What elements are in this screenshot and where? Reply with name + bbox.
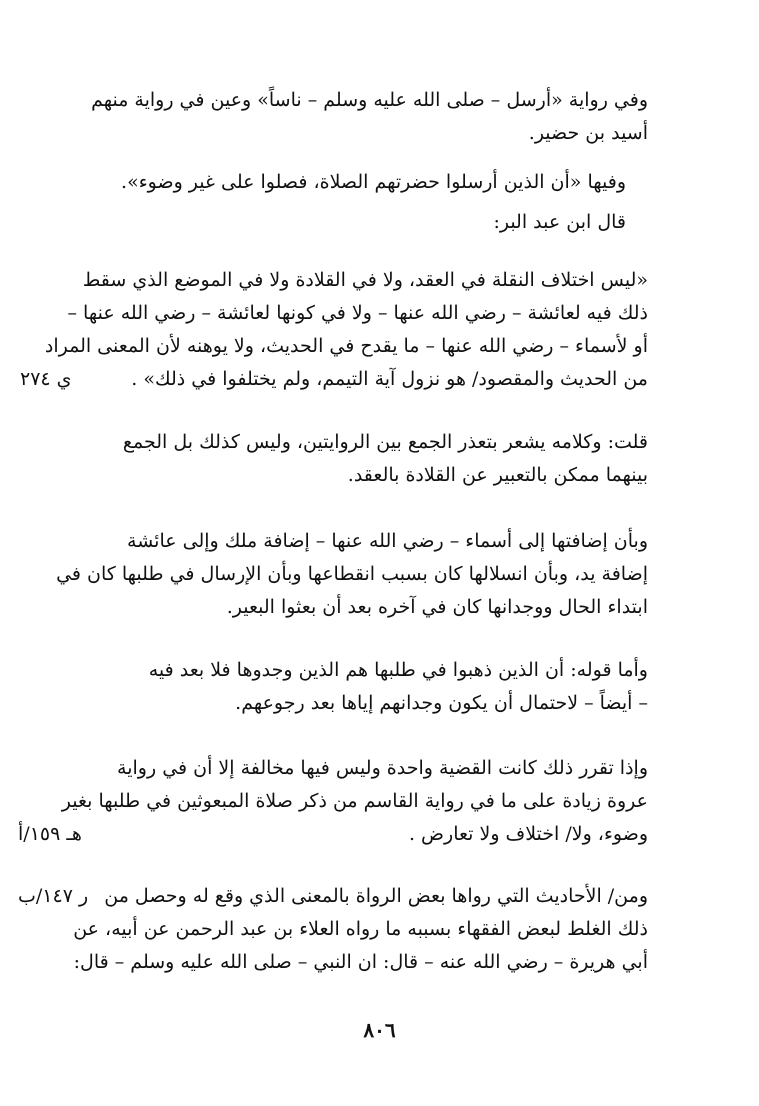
margin-note-ra: ر ١٤٧/ب (18, 885, 89, 907)
paragraph-wudu (112, 166, 648, 199)
text-line: «ليس اختلاف النقلة في العقد، ولا في القلادة ولا في الموضع الذي سقط (82, 269, 648, 291)
paragraph-idafa (56, 525, 648, 624)
margin-note-ya: ي ٢٧٤ (20, 368, 72, 390)
text-line: ذلك فيه لعائشة – رضي الله عنها – ولا في كونها لعائشة – رضي الله عنها – (67, 302, 648, 324)
text-line: وضوء، ولا/ اختلاف ولا تعارض . (408, 823, 648, 845)
text-line: وبأن إضافتها إلى أسماء – رضي الله عنها – إضافة ملك وإلى عائشة (127, 530, 648, 552)
text-line: أبي هريرة – رضي الله عنه – قال: ان النبي – صلى الله عليه وسلم – قال: (73, 951, 648, 973)
text-line: ذلك الغلط لبعض الفقهاء بسببه ما رواه العلاء بن عبد الرحمن عن أبيه، عن (73, 918, 648, 940)
paragraph-riwaya (91, 84, 648, 150)
paragraph-ahadith (73, 880, 648, 979)
text-line: وفي رواية «أرسل – صلى الله عليه وسلم – ناساً» وعين في رواية منهم (91, 89, 648, 111)
page-number: ٨٠٦ (363, 1018, 396, 1042)
paragraph-amma (112, 654, 648, 720)
text-line: قال ابن عبد البر: (493, 211, 626, 233)
text-line: ومن/ الأحاديث التي رواها بعض الرواة بالمعنى الذي وقع له وحصل من (104, 885, 648, 907)
text-line: وإذا تقرر ذلك كانت القضية واحدة وليس فيها مخالفة إلا أن في رواية (117, 757, 648, 779)
text-line: – أيضاً – لاحتمال أن يكون وجدانهم إياها بعد رجوعهم. (235, 692, 648, 714)
text-line: قلت: وكلامه يشعر بتعذر الجمع بين الروايتين، وليس كذلك بل الجمع (122, 431, 648, 453)
paragraph-taqarrar (61, 752, 648, 851)
paragraph-qultu (112, 426, 648, 492)
text-line: أسيد بن حضير. (528, 122, 648, 144)
paragraph-qala (112, 206, 648, 239)
text-line: عروة زيادة على ما في رواية القاسم من ذكر صلاة المبعوثين في طلبها بغير (61, 790, 648, 812)
margin-note-ha: هـ ١٥٩/أ (18, 823, 82, 845)
text-line: ابتداء الحال ووجدانها كان في آخره بعد أن بعثوا البعير. (226, 596, 648, 618)
text-line: من الحديث والمقصود/ هو نزول آية التيمم، ولم يختلفوا في ذلك» . (131, 368, 648, 390)
text-line: وأما قوله: أن الذين ذهبوا في طلبها هم الذين وجدوها فلا بعد فيه (148, 659, 648, 681)
text-line: وفيها «أن الذين أرسلوا حضرتهم الصلاة، فصلوا على غير وضوء». (121, 171, 626, 193)
text-line: بينهما ممكن بالتعبير عن القلادة بالعقد. (347, 464, 648, 486)
text-line: إضافة يد، وبأن انسلالها كان بسبب انقطاعها وبأن الإرسال في طلبها كان في (56, 563, 648, 585)
text-line: أو لأسماء – رضي الله عنها – ما يقدح في الحديث، ولا يوهنه لأن المعنى المراد (44, 335, 648, 357)
